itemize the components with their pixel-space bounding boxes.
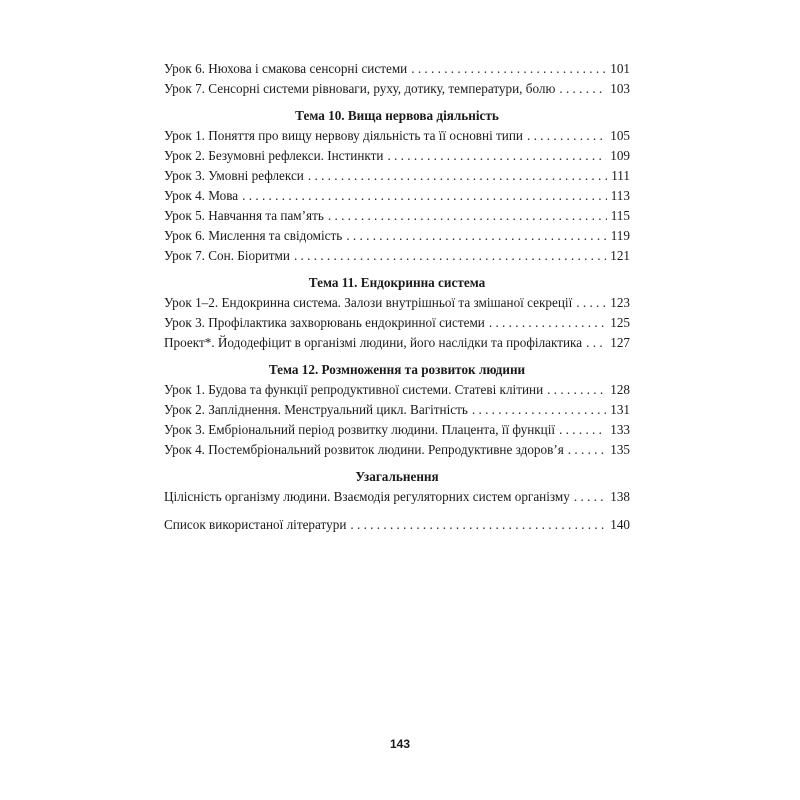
toc-entry-title: Урок 6. Мислення та свідомість [164,228,343,243]
toc-entry-page: 128 [610,382,630,397]
toc-entry-title: Урок 6. Нюхова і смакова сенсорні системи [164,61,408,76]
toc-entry [164,206,630,226]
toc-entry [164,226,630,246]
page-number: 143 [389,737,411,751]
section-heading-topic-12: Тема 12. Розмноження та розвиток людини [268,362,526,377]
spacer [164,507,630,515]
toc-entry [164,400,630,420]
dot-leader [411,59,606,79]
toc-entry-title: Урок 1. Будова та функції репродуктивної системи. Статеві клітини [164,382,544,397]
toc-entry-page: 115 [610,208,630,223]
toc-entry [164,440,630,460]
toc-entry [164,146,630,166]
section-heading-topic-11: Тема 11. Ендокринна система [308,275,486,290]
dot-leader [294,246,606,266]
toc-entry-page: 133 [610,422,630,437]
dot-leader [574,487,606,507]
toc-entry [164,59,630,79]
toc-entry-title: Урок 7. Сон. Біоритми [164,248,290,263]
toc-entry-title: Урок 3. Профілактика захворювань ендокринної системи [164,315,485,330]
toc-entry-page: 135 [610,442,630,457]
dot-leader [559,420,606,440]
toc-entry [164,79,630,99]
toc-entry-title: Урок 5. Навчання та пам’ять [164,208,324,223]
dot-leader [387,146,606,166]
toc-entry-page: 101 [610,61,630,76]
toc-entry-page: 111 [611,168,630,183]
toc-entry-title: Урок 7. Сенсорні системи рівноваги, руху, дотику, температури, болю [164,81,556,96]
dot-leader [346,226,606,246]
toc-entry-page: 119 [610,228,630,243]
toc-entry [164,420,630,440]
toc-entry [164,293,630,313]
toc-entry [164,313,630,333]
dot-leader [308,166,607,186]
toc-entry [164,380,630,400]
toc-entry-page: 103 [610,81,630,96]
toc-entry-page: 113 [610,188,630,203]
toc-entry-title: Список використаної літератури [164,517,347,532]
toc-entry [164,126,630,146]
toc-entry-title: Урок 1–2. Ендокринна система. Залози внутрішньої та змішаної секреції [164,295,573,310]
toc-entry-title: Урок 4. Мова [164,188,239,203]
toc-entry-page: 131 [610,402,630,417]
dot-leader [328,206,607,226]
toc-entry-title: Урок 2. Безумовні рефлекси. Інстинкти [164,148,384,163]
toc-entry [164,246,630,266]
table-of-contents [164,59,630,535]
section-heading-summary: Узагальнення [355,469,439,484]
toc-entry-title: Урок 2. Запліднення. Менструальний цикл. Вагітність [164,402,468,417]
toc-entry-title: Урок 3. Ембріональний період розвитку людини. Плацента, її функції [164,422,556,437]
dot-leader [576,293,606,313]
toc-entry-page: 140 [610,517,630,532]
toc-entry-page: 138 [610,489,630,504]
toc-entry-page: 125 [610,315,630,330]
toc-entry-title: Проект*. Йододефіцит в організмі людини, його наслідки та профілактика [164,335,583,350]
toc-entry [164,166,630,186]
dot-leader [242,186,607,206]
section-heading-topic-10: Тема 10. Вища нервова діяльність [295,108,499,123]
toc-entry [164,487,630,507]
toc-entry-title: Урок 4. Постембріональний розвиток людини. Репродуктивне здоров’я [164,442,564,457]
dot-leader [489,313,606,333]
toc-entry-page: 127 [610,335,630,350]
toc-entry-page: 123 [610,295,630,310]
toc-entry [164,186,630,206]
dot-leader [472,400,606,420]
dot-leader [586,333,606,353]
toc-entry [164,333,630,353]
dot-leader [350,515,606,535]
toc-entry-title: Урок 3. Умовні рефлекси [164,168,304,183]
toc-entry-title: Цілісність організму людини. Взаємодія регуляторних систем організму [164,489,570,504]
toc-entry-title: Урок 1. Поняття про вищу нервову діяльність та її основні типи [164,128,523,143]
toc-entry-page: 109 [610,148,630,163]
toc-entry-page: 121 [610,248,630,263]
toc-entry-literature [164,515,630,535]
dot-leader [527,126,606,146]
toc-entry-page: 105 [610,128,630,143]
dot-leader [547,380,606,400]
dot-leader [568,440,606,460]
dot-leader [559,79,606,99]
